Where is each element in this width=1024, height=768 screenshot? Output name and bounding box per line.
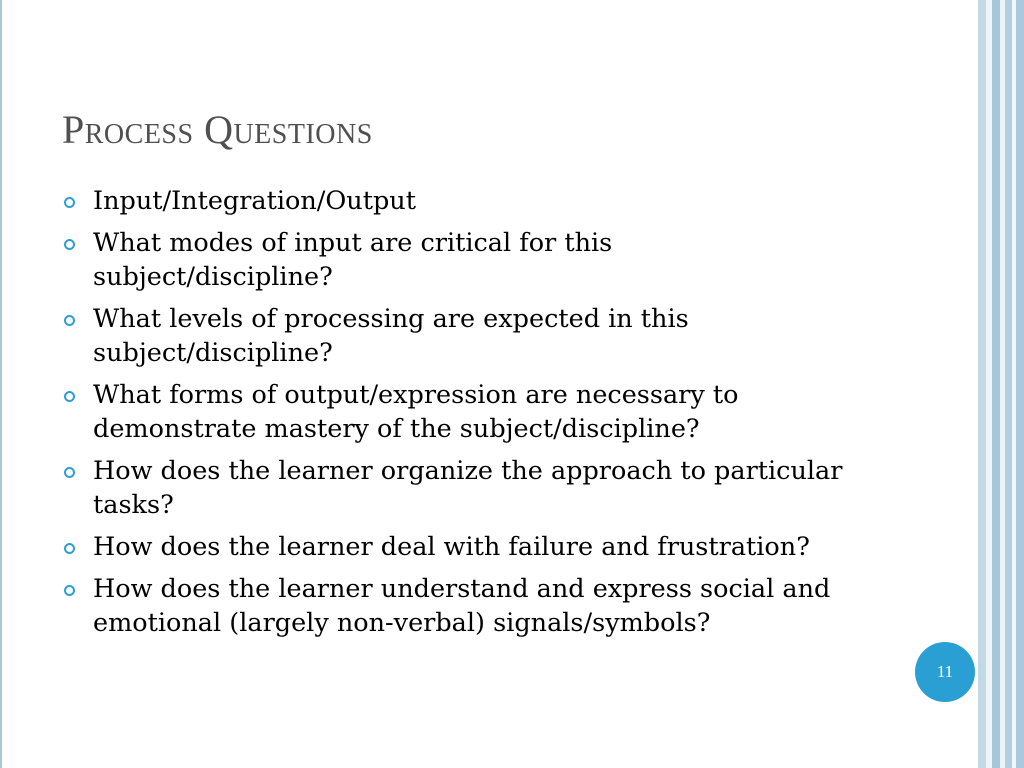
hollow-circle-bullet-icon xyxy=(64,585,75,596)
slide-title: Process Questions xyxy=(62,107,373,152)
list-item xyxy=(60,184,860,218)
hollow-circle-bullet-icon xyxy=(64,543,75,554)
page-number-badge xyxy=(915,642,975,702)
bullet-list xyxy=(60,184,860,648)
list-item xyxy=(60,378,860,446)
list-item xyxy=(60,454,860,522)
bullet-text: How does the learner deal with failure and frustration? xyxy=(93,532,810,562)
bullet-text: How does the learner organize the approach to particular tasks? xyxy=(93,456,843,520)
hollow-circle-bullet-icon xyxy=(64,239,75,250)
bullet-text: How does the learner understand and express social and emotional (largely non-verbal) signals/symbols? xyxy=(93,574,831,638)
bullet-text: What forms of output/expression are necessary to demonstrate mastery of the subject/discipline? xyxy=(93,380,739,444)
list-item xyxy=(60,572,860,640)
bullet-text: What modes of input are critical for this subject/discipline? xyxy=(93,228,613,292)
bullet-text: What levels of processing are expected in this subject/discipline? xyxy=(93,304,689,368)
list-item xyxy=(60,226,860,294)
hollow-circle-bullet-icon xyxy=(64,467,75,478)
page-number: 11 xyxy=(936,662,954,681)
list-item xyxy=(60,530,860,564)
hollow-circle-bullet-icon xyxy=(64,391,75,402)
right-border-decoration xyxy=(978,0,1024,768)
bullet-text: Input/Integration/Output xyxy=(93,186,416,216)
hollow-circle-bullet-icon xyxy=(64,315,75,326)
list-item xyxy=(60,302,860,370)
hollow-circle-bullet-icon xyxy=(64,197,75,208)
left-border-line xyxy=(0,0,2,768)
